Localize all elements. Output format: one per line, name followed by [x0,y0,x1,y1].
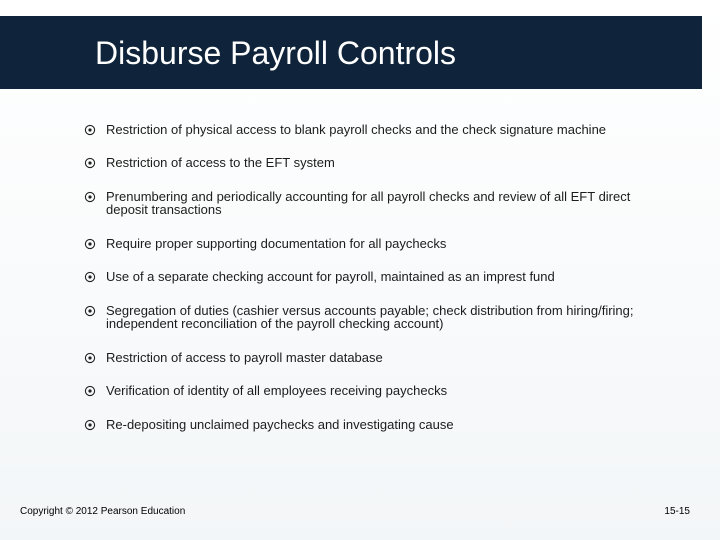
bullet-text: Prenumbering and periodically accounting for all payroll checks and review of all EFT direct deposit transactions [106,189,631,217]
bullet-item [84,384,664,397]
bullet-text: Use of a separate checking account for payroll, maintained as an imprest fund [106,269,555,284]
bullet-item [84,156,664,169]
bullet-item [84,237,664,250]
bullet-item [84,304,664,330]
target-bullet-icon [84,385,96,397]
bullet-text: Verification of identity of all employees receiving paychecks [106,383,448,398]
bullet-text: Re-depositing unclaimed paychecks and investigating cause [106,417,454,432]
bullet-item [84,418,664,431]
target-bullet-icon [84,157,96,169]
target-bullet-icon [84,191,96,203]
target-bullet-icon [84,352,96,364]
bullet-text: Require proper supporting documentation for all paychecks [106,236,447,251]
target-bullet-icon [84,124,96,136]
target-bullet-icon [84,305,96,317]
target-bullet-icon [84,238,96,250]
bullet-text: Segregation of duties (cashier versus accounts payable; check distribution from hiring/firing; independent reconciliation of the payroll checking account) [106,303,634,331]
page-number: 15-15 [664,506,690,517]
bullet-text: Restriction of access to payroll master database [106,350,383,365]
target-bullet-icon [84,271,96,283]
bullet-text: Restriction of access to the EFT system [106,155,335,170]
copyright-footer: Copyright © 2012 Pearson Education [20,506,186,517]
bullet-item [84,270,664,283]
slide-title: Disburse Payroll Controls [95,35,457,71]
target-bullet-icon [84,419,96,431]
bullet-item [84,190,664,216]
bullet-item [84,351,664,364]
bullet-text: Restriction of physical access to blank payroll checks and the check signature machine [106,122,607,137]
bullet-item [84,123,664,136]
